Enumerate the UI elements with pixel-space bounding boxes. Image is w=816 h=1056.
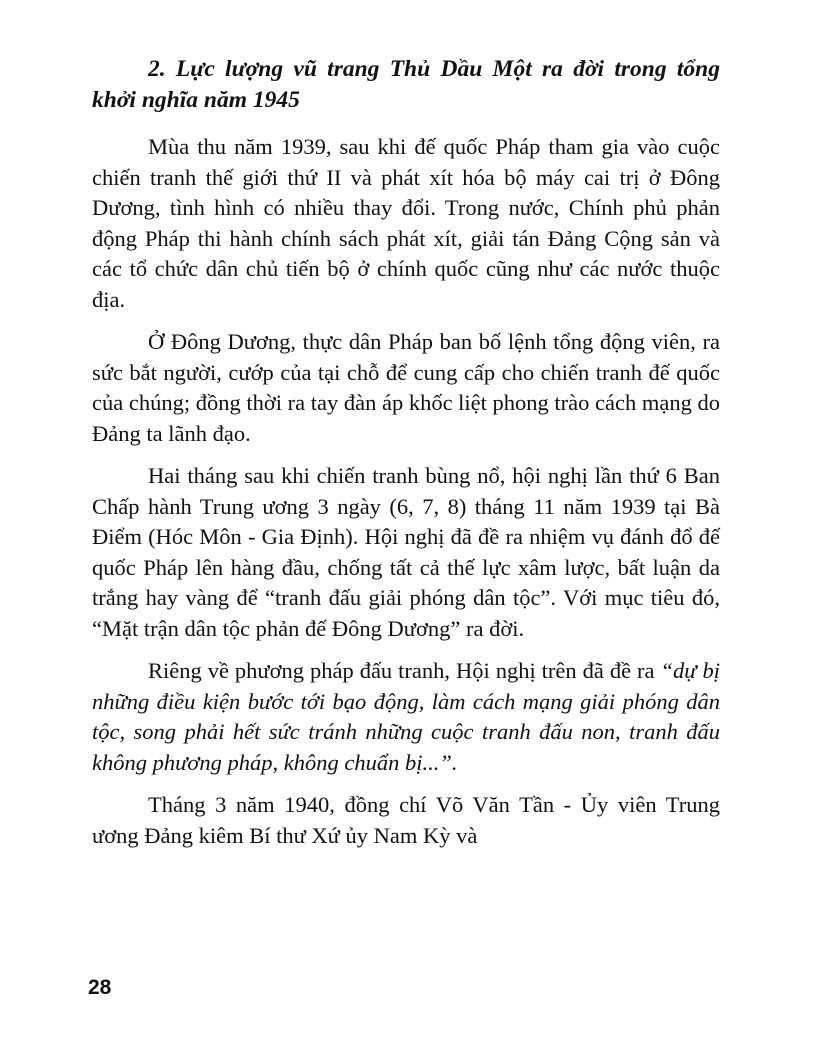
paragraph-autumn-1939: Mùa thu năm 1939, sau khi đế quốc Pháp tham gia vào cuộc chiến tranh thế giới thứ II và phát xít hóa bộ máy cai trị ở Đông Dương, tình hình có nhiều thay đổi. Trong nước, Chính phủ phản động Pháp thi hành chính sách phát xít, giải tán Đảng Cộng sản và các tổ chức dân chủ tiến bộ ở chính quốc cũng như các nước thuộc địa. [92, 134, 720, 312]
method-quote-text: “dự bị những điều kiện bước tới bạo động, làm cách mạng giải phóng dân tộc, song phải hết sức tránh những cuộc tranh đấu non, tranh đấu không phương pháp, không chuẩn bị...”. [92, 658, 720, 775]
section-heading: 2. Lực lượng vũ trang Thủ Dầu Một ra đời trong tổng khởi nghĩa năm 1945 [92, 56, 720, 113]
paragraph-indochina: Ở Đông Dương, thực dân Pháp ban bố lệnh tổng động viên, ra sức bắt người, cướp của tại chỗ để cung cấp cho chiến tranh đế quốc của chúng; đồng thời ra tay đàn áp khốc liệt phong trào cách mạng do Đảng ta lãnh đạo. [92, 329, 720, 446]
paragraph-struggle-method [92, 656, 720, 778]
method-lead-text: Riêng về phương pháp đấu tranh, Hội nghị trên đã đề ra [148, 658, 661, 683]
paragraph-conference: Hai tháng sau khi chiến tranh bùng nổ, hội nghị lần thứ 6 Ban Chấp hành Trung ương 3 ngày (6, 7, 8) tháng 11 năm 1939 tại Bà Điểm (Hóc Môn - Gia Định). Hội nghị đã đề ra nhiệm vụ đánh đổ đế quốc Pháp lên hàng đầu, chống tất cả thế lực xâm lược, bất luận da trắng hay vàng để “tranh đấu giải phóng dân tộc”. Với mục tiêu đó, “Mặt trận dân tộc phản đế Đông Dương” ra đời. [92, 463, 720, 641]
paragraph-march-1940: Tháng 3 năm 1940, đồng chí Võ Văn Tần - Ủy viên Trung ương Đảng kiêm Bí thư Xứ ủy Nam Kỳ và [92, 792, 720, 848]
page-number: 28 [88, 976, 112, 999]
document-page [92, 54, 720, 863]
